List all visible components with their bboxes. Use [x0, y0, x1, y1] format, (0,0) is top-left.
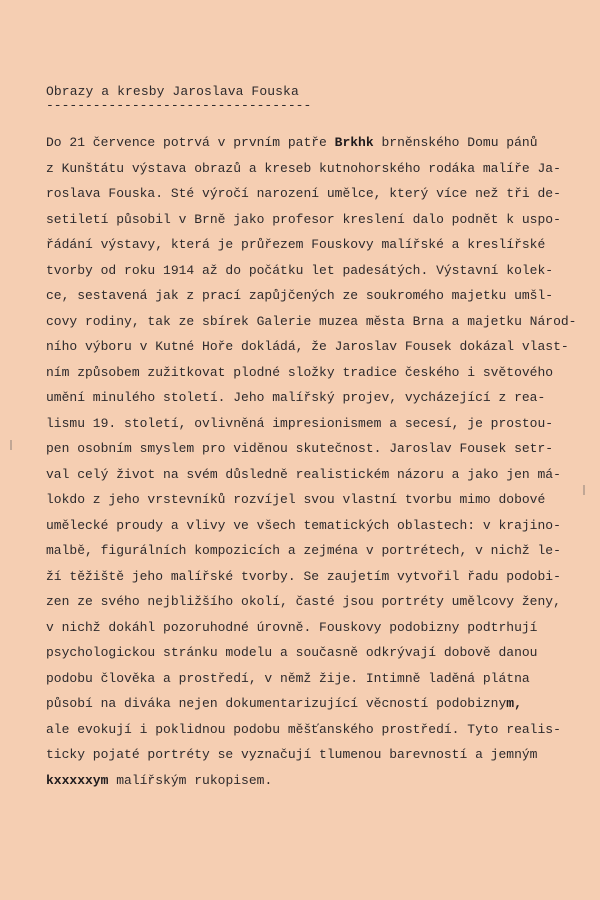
line-text: setiletí působil v Brně jako profesor kreslení dalo podnět k uspo-	[46, 211, 561, 227]
line-text: tvorby od roku 1914 až do počátku let padesátých. Výstavní kolek-	[46, 262, 554, 278]
text-line	[46, 589, 586, 615]
text-line	[46, 181, 586, 207]
text-line	[46, 309, 586, 335]
line-text: z Kunštátu výstava obrazů a kreseb kutnohorského rodáka malíře Ja-	[46, 160, 561, 176]
line-text: roslava Fouska. Sté výročí narození umělce, který více než tři de-	[46, 186, 561, 201]
text-line	[46, 130, 586, 156]
line-text: ce, sestavená jak z prací zapůjčených ze soukromého majetku umšl-	[46, 288, 554, 303]
text-line	[46, 666, 586, 692]
title-underline: ----------------------------------	[46, 98, 312, 113]
text-line	[46, 691, 586, 717]
overtyped-text: Brkhk	[334, 135, 374, 150]
line-text: lismu 19. století, ovlivněná impresionismem a secesí, je prostou-	[46, 415, 554, 431]
line-text: val celý život na svém důsledně realistickém názoru a jako jen má-	[46, 466, 561, 482]
text-line	[46, 640, 586, 666]
text-line	[46, 258, 586, 284]
text-line	[46, 283, 586, 309]
line-text: psychologickou stránku modelu a současně odkrývají dobově danou	[46, 645, 538, 660]
text-line	[46, 462, 586, 488]
line-text: zen ze svého nejbližšího okolí, časté jsou portréty umělcovy ženy,	[46, 594, 561, 609]
document-body	[46, 130, 586, 793]
line-text: ticky pojaté portréty se vyznačují tlumenou barevností a jemným	[46, 747, 538, 762]
text-line	[46, 411, 586, 437]
line-text: působí na diváka nejen dokumentarizující věcností podobizny	[46, 696, 507, 711]
line-text: umění minulého století. Jeho malířský projev, vycházející z rea-	[46, 390, 546, 405]
text-line	[46, 487, 586, 513]
text-line	[46, 232, 586, 258]
line-text: ního výboru v Kutné Hoře dokládá, že Jaroslav Fousek dokázal vlast-	[46, 339, 569, 354]
line-text: podobu člověka a prostředí, v němž žije. Intimně laděná plátna	[46, 670, 530, 686]
line-text: ží těžiště jeho malířské tvorby. Se zaujetím vytvořil řadu podobi-	[46, 568, 561, 584]
line-text: řádání výstavy, která je průřezem Fouskovy malířské a kreslířské	[46, 237, 546, 252]
line-text: malířským rukopisem.	[108, 772, 273, 788]
margin-mark	[583, 485, 585, 495]
text-line	[46, 717, 586, 743]
document-title: Obrazy a kresby Jaroslava Fouska	[46, 84, 299, 99]
text-line	[46, 768, 586, 794]
line-text: brněnského Domu pánů	[373, 135, 538, 150]
line-text: ale evokují i poklidnou podobu měšťanského prostředí. Tyto realis-	[46, 721, 561, 737]
line-text: ním způsobem zužitkovat plodné složky tradice českého i světového	[46, 364, 554, 380]
line-text: umělecké proudy a vlivy ve všech tematických oblastech: v krajino-	[46, 517, 561, 533]
text-line	[46, 156, 586, 182]
text-line	[46, 334, 586, 360]
text-line	[46, 538, 586, 564]
text-line	[46, 564, 586, 590]
overtyped-text: m,	[506, 696, 522, 711]
text-line	[46, 742, 586, 768]
line-text: malbě, figurálních kompozicích a zejména v portrétech, v nichž le-	[46, 543, 561, 558]
overtyped-text: kxxxxxym	[46, 772, 109, 788]
text-line	[46, 360, 586, 386]
text-line	[46, 615, 586, 641]
line-text: pen osobním smyslem pro viděnou skutečnost. Jaroslav Fousek setr-	[46, 441, 554, 456]
line-text: v nichž dokáhl pozoruhodné úrovně. Fouskovy podobizny podtrhují	[46, 619, 538, 635]
margin-mark	[10, 440, 12, 450]
text-line	[46, 513, 586, 539]
text-line	[46, 207, 586, 233]
line-text: lokdo z jeho vrstevníků rozvíjel svou vlastní tvorbu mimo dobové	[46, 492, 546, 507]
line-text: covy rodiny, tak ze sbírek Galerie muzea města Brna a majetku Národ-	[46, 313, 577, 329]
line-text: Do 21 července potrvá v prvním patře	[46, 135, 335, 150]
text-line	[46, 436, 586, 462]
text-line	[46, 385, 586, 411]
